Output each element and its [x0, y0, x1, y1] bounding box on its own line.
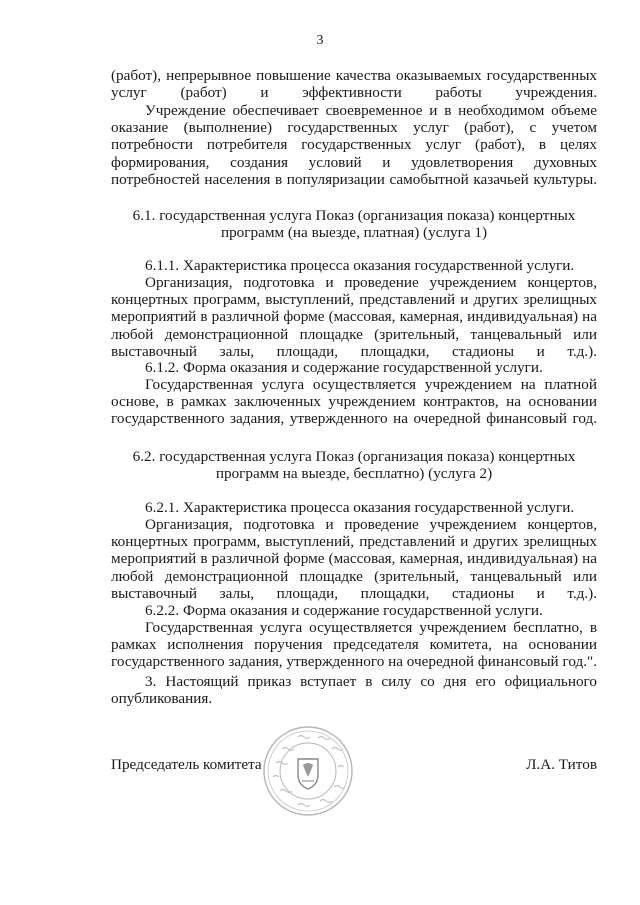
intro-paragraph-continuation: (работ), непрерывное повышение качества оказываемых государственных услуг (работ) и эффективности работы учреждения.	[111, 67, 597, 102]
section-6-2-1-text: Организация, подготовка и проведение учреждением концертов, концертных программ, выступлений, представлений и других зрелищных мероприятий в различной форме (массовая, камерная, индивидуальная) на любой демонстрационной площадке (зрительный, танцевальный или выставочный залы, площади, площадки, стадионы и т.д.).	[111, 516, 597, 602]
section-6-2-2-text: Государственная услуга осуществляется учреждением бесплатно, в рамках исполнения поручения председателя комитета, на основании государственного задания, утвержденного на очередной финансовый год.".	[111, 619, 597, 671]
section-6-1-1-title: 6.1.1. Характеристика процесса оказания государственной услуги.	[145, 257, 575, 274]
section-6-1-2-title: 6.1.2. Форма оказания и содержание государственной услуги.	[145, 359, 543, 376]
section-6-2-2-title: 6.2.2. Форма оказания и содержание государственной услуги.	[145, 602, 543, 619]
signature-name: Л.А. Титов	[526, 756, 597, 773]
section-6-2-1-title: 6.2.1. Характеристика процесса оказания государственной услуги.	[145, 499, 575, 516]
section-6-1-2-text: Государственная услуга осуществляется учреждением на платной основе, в рамках заключенных учреждением контрактов, на основании государственного задания, утвержденного на очередной финансовый год.	[111, 376, 597, 428]
intro-paragraph: Учреждение обеспечивает своевременное и в необходимом объеме оказание (выполнение) государственных услуг (работ), с учетом потребности потребителя государственных услуг (работ), в целях формирования, создания условий и удовлетворения духовных потребностей населения в популяризации самобытной казачьей культуры.	[111, 102, 597, 188]
official-seal-icon	[262, 725, 354, 817]
section-6-2-heading: 6.2. государственная услуга Показ (организация показа) концертных программ на выезде, бесплатно) (услуга 2)	[132, 448, 576, 483]
signature-title: Председатель комитета	[111, 756, 262, 773]
final-clause: 3. Настоящий приказ вступает в силу со дня его официального опубликования.	[111, 673, 597, 708]
section-6-1-heading: 6.1. государственная услуга Показ (организация показа) концертных программ (на выезде, платная) (услуга 1)	[132, 207, 576, 242]
page-number: 3	[316, 33, 324, 48]
section-6-1-1-text: Организация, подготовка и проведение учреждением концертов, концертных программ, выступлений, представлений и других зрелищных мероприятий в различной форме (массовая, камерная, индивидуальная) на любой демонстрационной площадке (зрительный, танцевальный или выставочный залы, площади, площадки, стадионы и т.д.).	[111, 274, 597, 360]
